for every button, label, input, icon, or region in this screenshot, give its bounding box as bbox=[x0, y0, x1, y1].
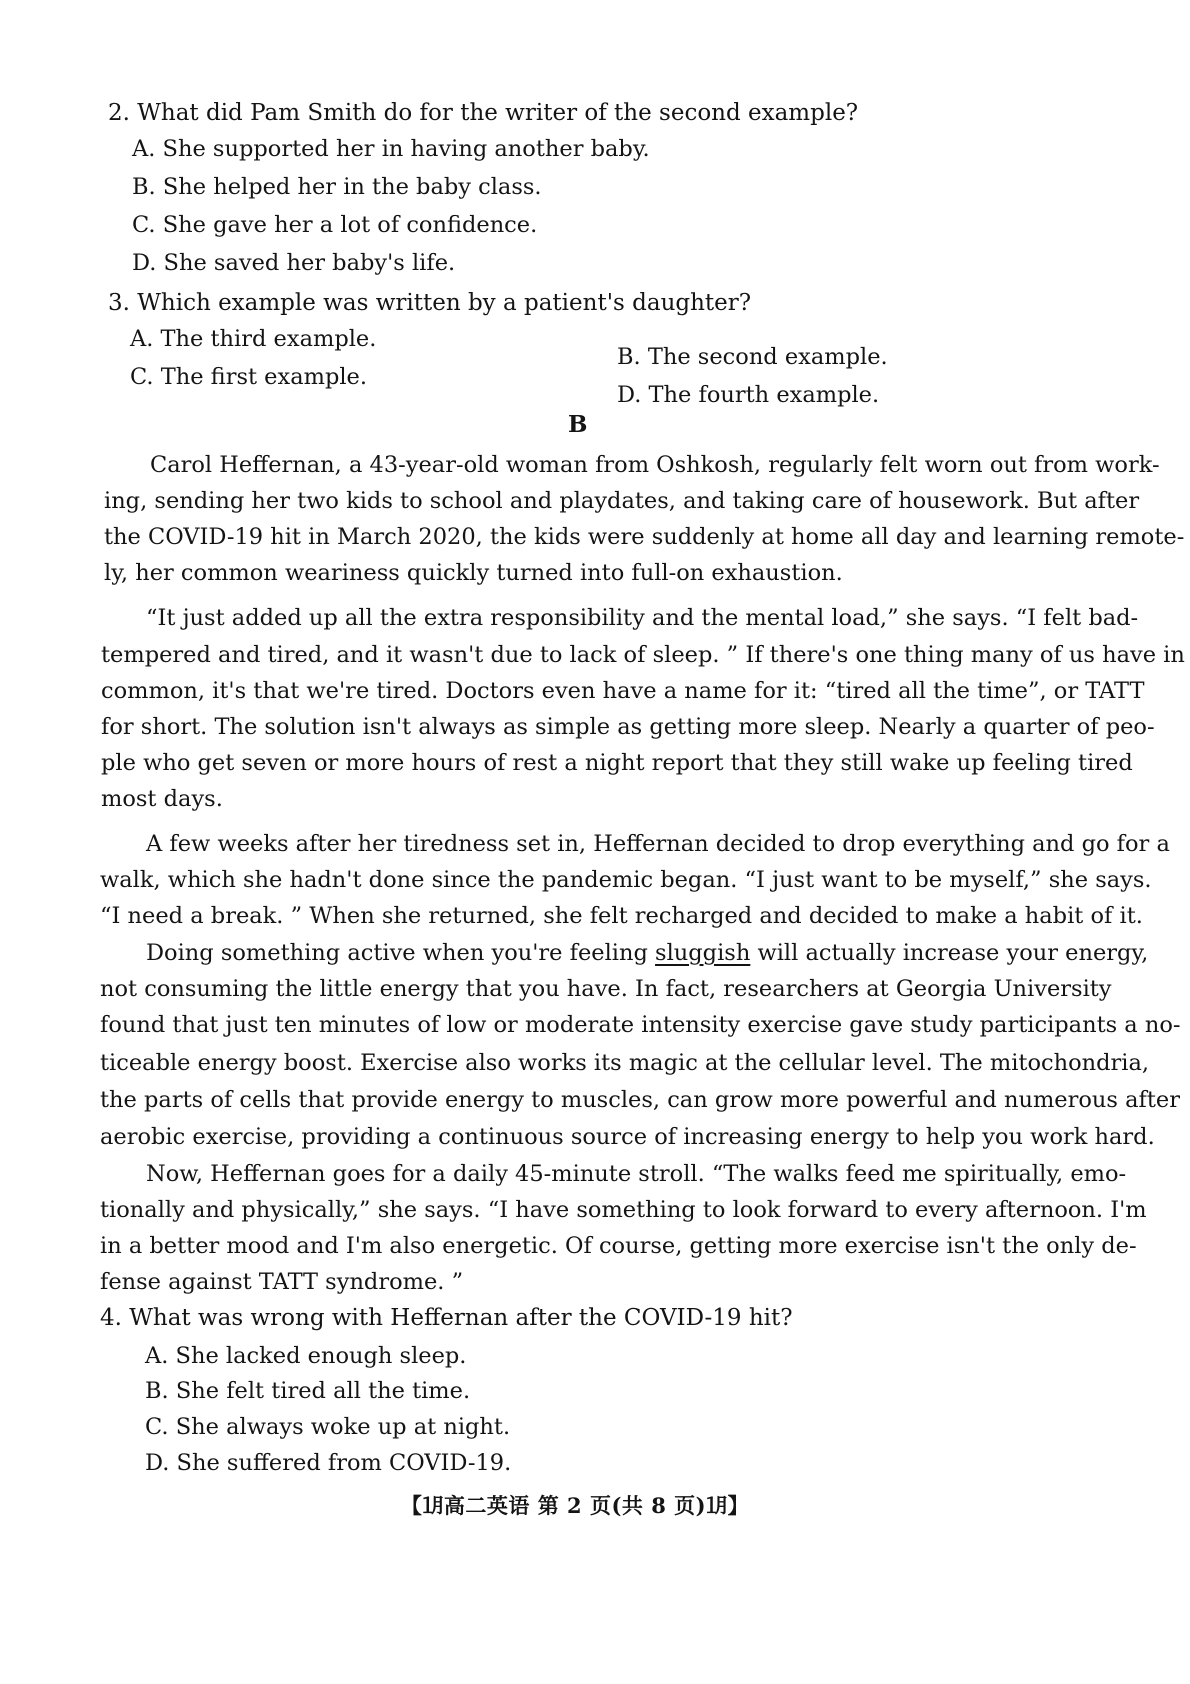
passage-line: for short. The solution isn't always as simple as getting more sleep. Nearly a quarter of peo- bbox=[101, 714, 1155, 740]
passage-line: fense against TATT syndrome. ” bbox=[100, 1269, 464, 1295]
passage-line: not consuming the little energy that you have. In fact, researchers at Georgia University bbox=[100, 976, 1112, 1002]
passage-line bbox=[146, 938, 1149, 968]
section-b-title: B bbox=[568, 411, 588, 438]
question-4-option-a: A. She lacked enough sleep. bbox=[145, 1343, 467, 1369]
passage-line: Now, Heffernan goes for a daily 45-minute stroll. “The walks feed me spiritually, emo- bbox=[146, 1161, 1127, 1187]
question-4-option-b: B. She felt tired all the time. bbox=[145, 1378, 471, 1404]
passage-text: will actually increase your energy, bbox=[750, 940, 1149, 966]
question-4-stem: 4. What was wrong with Heffernan after the COVID-19 hit? bbox=[100, 1305, 793, 1331]
passage-line: common, it's that we're tired. Doctors even have a name for it: “tired all the time”, or TATT bbox=[101, 678, 1145, 704]
passage-line: ticeable energy boost. Exercise also works its magic at the cellular level. The mitochondria, bbox=[100, 1050, 1150, 1076]
passage-line: ly, her common weariness quickly turned into full-on exhaustion. bbox=[104, 560, 843, 586]
passage-line: tionally and physically,” she says. “I have something to look forward to every afternoon. I'm bbox=[100, 1197, 1147, 1223]
question-4-option-d: D. She suffered from COVID-19. bbox=[145, 1450, 512, 1476]
passage-line: the COVID-19 hit in March 2020, the kids were suddenly at home all day and learning remote- bbox=[104, 524, 1185, 550]
passage-line: most days. bbox=[101, 786, 223, 812]
question-2-option-b: B. She helped her in the baby class. bbox=[132, 174, 542, 200]
question-3-option-c: C. The first example. bbox=[130, 364, 368, 390]
question-3-option-b: B. The second example. bbox=[617, 344, 888, 370]
question-2-option-a: A. She supported her in having another baby. bbox=[132, 136, 650, 162]
passage-line: walk, which she hadn't done since the pandemic began. “I just want to be myself,” she says. bbox=[100, 867, 1152, 893]
passage-line: tempered and tired, and it wasn't due to lack of sleep. ” If there's one thing many of us have in bbox=[101, 642, 1185, 668]
passage-line: in a better mood and I'm also energetic. Of course, getting more exercise isn't the only de- bbox=[100, 1233, 1137, 1259]
passage-line: “It just added up all the extra responsibility and the mental load,” she says. “I felt bad- bbox=[146, 605, 1139, 631]
question-3-stem: 3. Which example was written by a patient's daughter? bbox=[108, 290, 752, 316]
question-2-option-d: D. She saved her baby's life. bbox=[132, 250, 456, 276]
passage-line: found that just ten minutes of low or moderate intensity exercise gave study participants a no- bbox=[100, 1012, 1181, 1038]
underlined-word: sluggish bbox=[655, 940, 751, 966]
passage-line: “I need a break. ” When she returned, she felt recharged and decided to make a habit of it. bbox=[100, 903, 1143, 929]
question-3-option-d: D. The fourth example. bbox=[617, 382, 880, 408]
question-2-option-c: C. She gave her a lot of confidence. bbox=[132, 212, 538, 238]
page-footer: 【㋀高二英语 第 2 页(共 8 页)㋀】 bbox=[400, 1493, 750, 1518]
passage-line: the parts of cells that provide energy to muscles, can grow more powerful and numerous after bbox=[100, 1087, 1180, 1113]
question-3-option-a: A. The third example. bbox=[130, 326, 377, 352]
passage-line: A few weeks after her tiredness set in, Heffernan decided to drop everything and go for a bbox=[146, 831, 1170, 857]
passage-line: aerobic exercise, providing a continuous source of increasing energy to help you work hard. bbox=[100, 1124, 1155, 1150]
question-2-stem: 2. What did Pam Smith do for the writer of the second example? bbox=[108, 100, 859, 126]
passage-line: ple who get seven or more hours of rest a night report that they still wake up feeling tired bbox=[101, 750, 1133, 776]
passage-line: Carol Heffernan, a 43-year-old woman from Oshkosh, regularly felt worn out from work- bbox=[150, 452, 1160, 478]
question-4-option-c: C. She always woke up at night. bbox=[145, 1414, 511, 1440]
passage-line: ing, sending her two kids to school and playdates, and taking care of housework. But after bbox=[104, 488, 1140, 514]
passage-text: Doing something active when you're feeling bbox=[146, 940, 656, 966]
